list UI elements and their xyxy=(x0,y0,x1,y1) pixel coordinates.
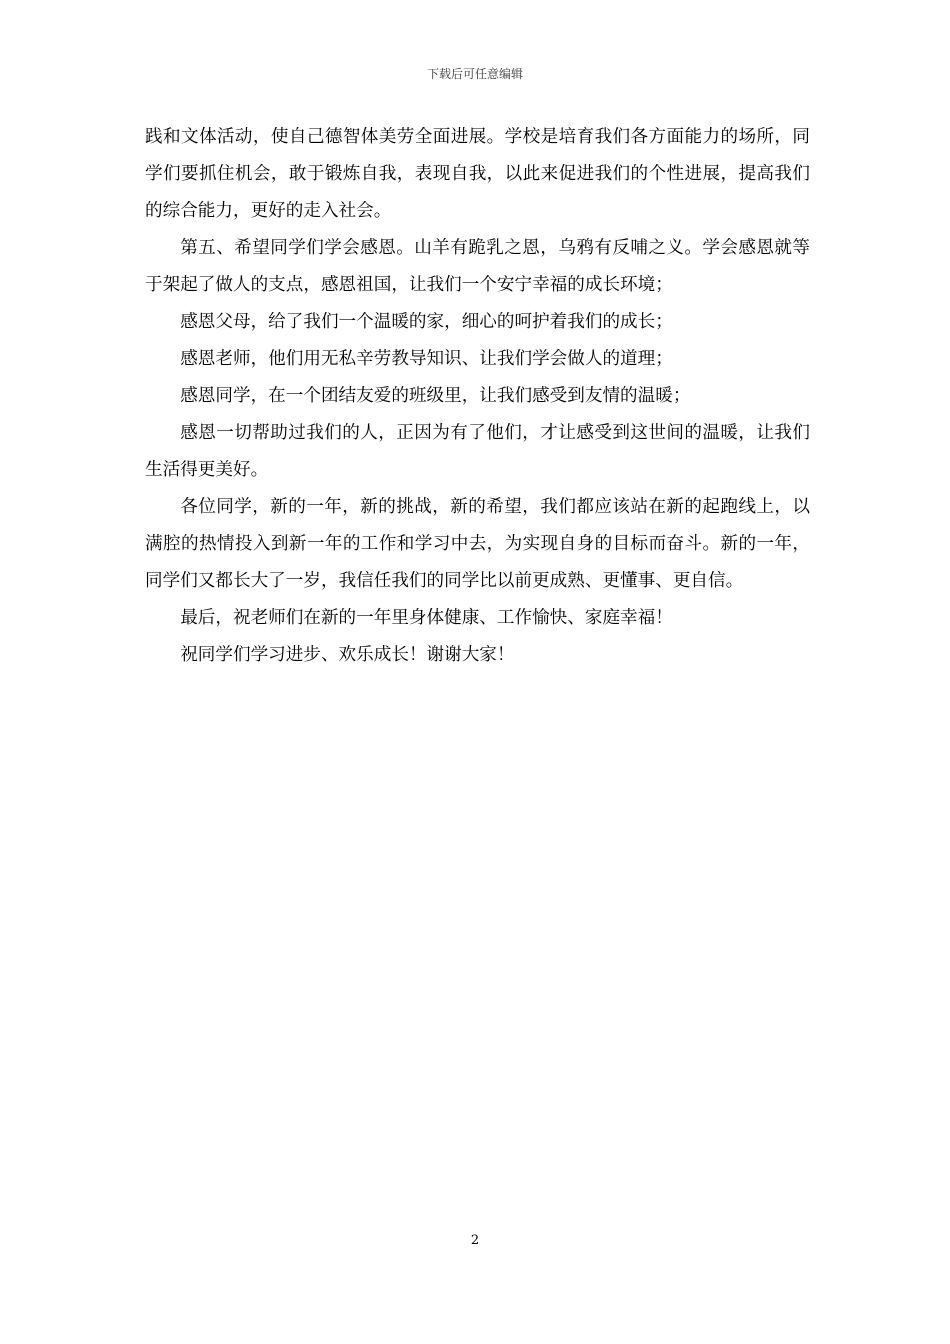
paragraph-continuation: 践和文体活动，使自己德智体美劳全面进展。学校是培育我们各方面能力的场所，同学们要抓住机会，敢于锻炼自我，表现自我，以此来促进我们的个性进展，提高我们的综合能力，更好的走入社会。 xyxy=(145,127,810,221)
paragraph-wishes-teachers: 最后，祝老师们在新的一年里身体健康、工作愉快、家庭幸福！ xyxy=(180,608,673,628)
paragraph-wishes-students: 祝同学们学习进步、欢乐成长！谢谢大家！ xyxy=(180,645,515,665)
paragraph-gratitude-parents: 感恩父母，给了我们一个温暖的家，细心的呵护着我们的成长； xyxy=(180,312,673,332)
page-number: 2 xyxy=(470,1233,480,1248)
paragraph-gratitude-classmates: 感恩同学，在一个团结友爱的班级里，让我们感受到友情的温暖； xyxy=(180,386,691,406)
paragraph-gratitude-intro: 第五、希望同学们学会感恩。山羊有跪乳之恩，乌鸦有反哺之义。学会感恩就等于架起了做人的支点，感恩祖国，让我们一个安宁幸福的成长环境； xyxy=(145,238,810,295)
page-header: 下载后可任意编辑 xyxy=(426,67,523,81)
paragraph-new-year: 各位同学，新的一年，新的挑战，新的希望，我们都应该站在新的起跑线上，以满腔的热情投入到新一年的工作和学习中去，为实现自身的目标而奋斗。新的一年，同学们又都长大了一岁，我信任我们的同学比以前更成熟、更懂事、更自信。 xyxy=(145,497,810,591)
paragraph-gratitude-helpers: 感恩一切帮助过我们的人，正因为有了他们，才让感受到这世间的温暖，让我们生活得更美好。 xyxy=(145,423,810,480)
document-body xyxy=(145,119,810,674)
paragraph-gratitude-teachers: 感恩老师，他们用无私辛劳教导知识、让我们学会做人的道理； xyxy=(180,349,673,369)
